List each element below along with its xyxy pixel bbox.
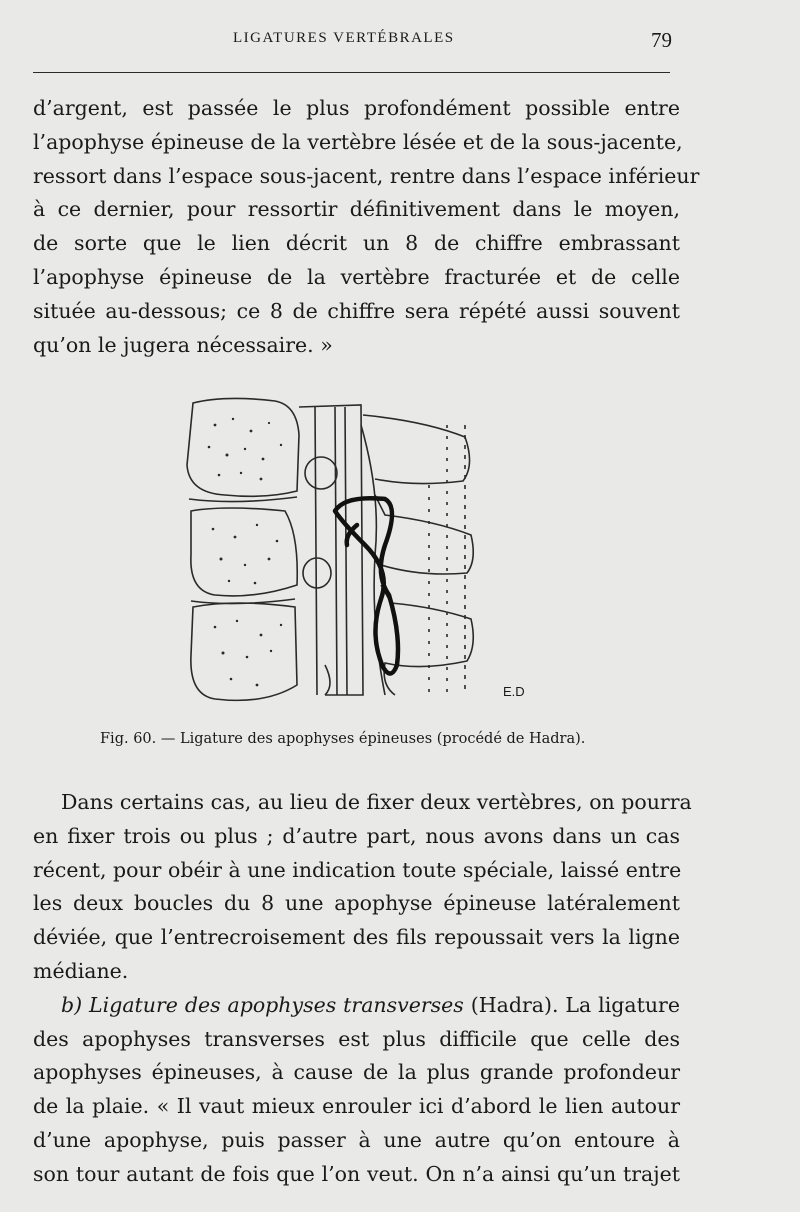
section-heading-line bbox=[33, 989, 680, 1023]
text-line: médiane. bbox=[33, 958, 129, 983]
text-line: d’une apophyse, puis passer à une autre qu’on entoure à bbox=[33, 1127, 680, 1152]
paragraph-1 bbox=[33, 92, 700, 362]
text-line: d’argent, est passée le plus profondément possible entre bbox=[33, 96, 680, 120]
text-line: l’apophyse épineuse de la vertèbre lésée et de la sous-jacente, bbox=[33, 129, 683, 154]
section-enum: b) bbox=[61, 992, 83, 1017]
running-title: LIGATURES VERTÉBRALES bbox=[233, 30, 455, 46]
text-line: apophyses épineuses, à cause de la plus grande profondeur bbox=[33, 1060, 680, 1085]
paragraph-2 bbox=[33, 786, 692, 1192]
spine-ligature-illustration bbox=[185, 395, 485, 705]
text-line: qu’on le jugera nécessaire. » bbox=[33, 332, 333, 357]
text-line: en fixer trois ou plus ; d’autre part, nous avons dans un cas bbox=[33, 823, 680, 848]
text-line: son tour autant de fois que l’on veut. On n’a ainsi qu’un trajet bbox=[33, 1161, 680, 1186]
figure-signature: E.D bbox=[503, 684, 525, 699]
text-line: récent, pour obéir à une indication toute spéciale, laissé entre bbox=[33, 857, 682, 882]
text-line: située au-dessous; ce 8 de chiffre sera répété aussi souvent bbox=[33, 298, 680, 323]
section-attribution: (Hadra). bbox=[470, 992, 559, 1017]
header-rule bbox=[33, 72, 670, 73]
figure-caption: Fig. 60. — Ligature des apophyses épineuses (procédé de Hadra). bbox=[100, 731, 586, 747]
text-line: Dans certains cas, au lieu de fixer deux vertèbres, on pourra bbox=[61, 790, 692, 814]
text-line: de sorte que le lien décrit un 8 de chiffre embrassant bbox=[33, 231, 680, 256]
text-line: les deux boucles du 8 une apophyse épineuse latéralement bbox=[33, 891, 680, 916]
text-line: l’apophyse épineuse de la vertèbre fracturée et de celle bbox=[33, 264, 680, 289]
page-number: 79 bbox=[651, 28, 672, 52]
section-heading: Ligature des apophyses transverses bbox=[89, 992, 464, 1017]
running-head bbox=[0, 30, 800, 60]
text-fragment: La ligature bbox=[565, 992, 680, 1017]
text-line: de la plaie. « Il vaut mieux enrouler ici d’abord le lien autour bbox=[33, 1094, 680, 1119]
text-line: à ce dernier, pour ressortir définitivement dans le moyen, bbox=[33, 197, 680, 222]
text-line: des apophyses transverses est plus difficile que celle des bbox=[33, 1026, 680, 1051]
text-line: déviée, que l’entrecroisement des fils repoussait vers la ligne bbox=[33, 925, 680, 950]
text-line: ressort dans l’espace sous-jacent, rentre dans l’espace inférieur bbox=[33, 163, 700, 188]
